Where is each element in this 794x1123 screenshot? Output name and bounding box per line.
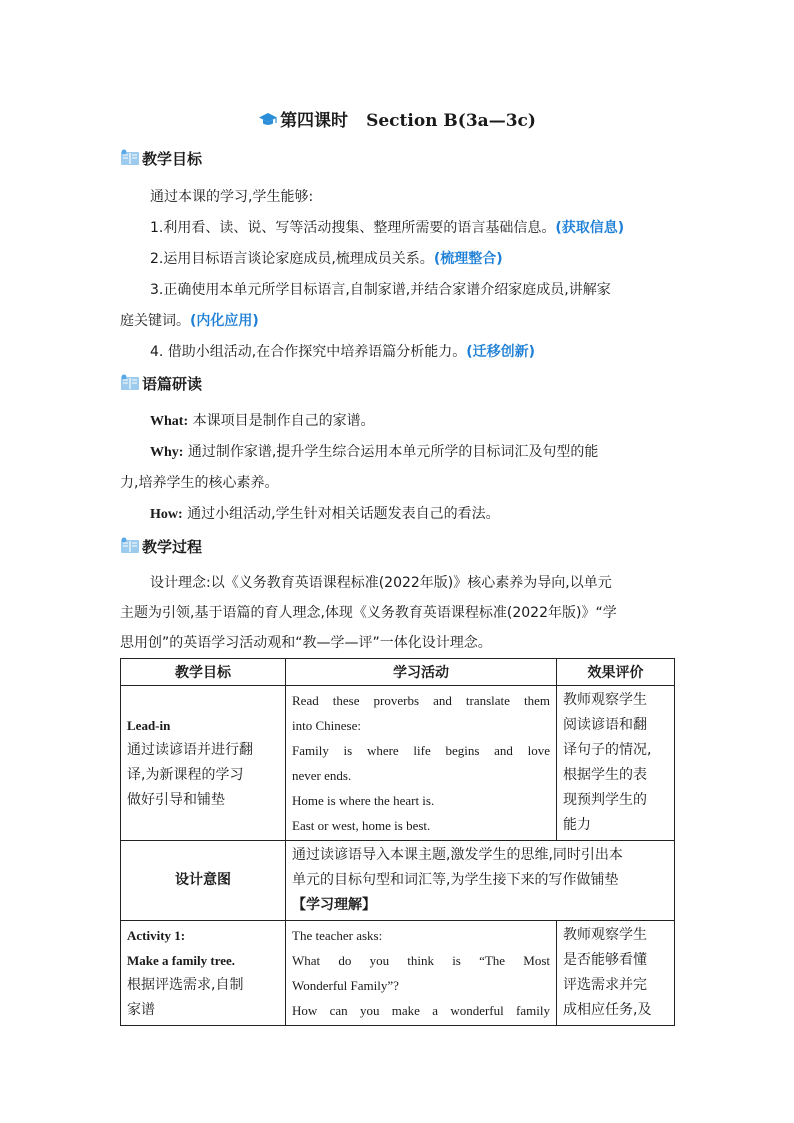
objective-item-4: 4. 借助小组活动,在合作探究中培养语篇分析能力。(迁移创新) <box>150 344 536 360</box>
objectives-block <box>120 182 675 368</box>
activity-line: Wonderful Family”? <box>292 978 399 993</box>
section-heading-objectives <box>120 148 202 169</box>
design-intent-line: 通过读谚语导入本课主题,激发学生的思维,同时引出本 <box>292 847 623 863</box>
process-line-3: 思用创”的英语学习活动观和“教—学—评”一体化设计理念。 <box>120 635 492 651</box>
evaluation-line: 教师观察学生 <box>563 927 647 943</box>
design-intent-label <box>121 841 286 921</box>
book-icon <box>120 537 140 555</box>
objectives-heading: 教学目标 <box>142 150 203 168</box>
process-line-2: 主题为引领,基于语篇的育人理念,体现《义务教育英语课程标准(2022年版)》“学 <box>120 605 617 621</box>
evaluation-line: 是否能够看懂 <box>563 952 647 968</box>
lesson-plan-table <box>120 658 675 1026</box>
evaluation-line: 评选需求并完 <box>563 977 647 993</box>
goal-text-line: 做好引导和铺垫 <box>127 792 225 808</box>
analysis-what: What: 本课项目是制作自己的家谱。 <box>150 413 375 429</box>
analysis-block <box>120 406 675 530</box>
activity-line: Home is where the heart is. <box>292 793 435 808</box>
evaluation-line: 教师观察学生 <box>563 692 647 708</box>
graduation-cap-icon <box>258 112 278 133</box>
activity-line: What do you think is “The Most <box>292 953 550 968</box>
lesson-title <box>0 106 794 133</box>
evaluation-cell <box>557 686 675 841</box>
book-icon <box>120 374 140 392</box>
evaluation-line: 根据学生的表 <box>563 767 647 783</box>
objective-item-3: 3.正确使用本单元所学目标语言,自制家谱,并结合家谱介绍家庭成员,讲解家 <box>150 282 611 298</box>
section-label: Section B(3a—3c) <box>366 111 536 131</box>
lesson-number: 第四课时 <box>280 111 349 131</box>
evaluation-line: 成相应任务,及 <box>563 1002 652 1018</box>
objective-tag: (迁移创新) <box>466 344 536 360</box>
book-icon <box>120 149 140 167</box>
activity-line: East or west, home is best. <box>292 818 431 833</box>
goal-cell <box>121 686 286 841</box>
design-intent-tag: 【学习理解】 <box>292 897 376 913</box>
section-heading-process <box>120 536 202 557</box>
evaluation-cell <box>557 921 675 1026</box>
section-heading-analysis <box>120 373 202 394</box>
goal-text-line: 译,为新课程的学习 <box>127 767 244 783</box>
analysis-heading: 语篇研读 <box>142 375 203 393</box>
goal-cell <box>121 921 286 1026</box>
design-intent-line: 单元的目标句型和词汇等,为学生接下来的写作做铺垫 <box>292 872 619 888</box>
objective-tag: (内化应用) <box>190 313 259 329</box>
table-header-cell: 学习活动 <box>286 659 557 686</box>
evaluation-line: 现预判学生的 <box>563 792 647 808</box>
table-header-cell: 教学目标 <box>121 659 286 686</box>
evaluation-line: 能力 <box>563 817 591 833</box>
table-row <box>121 921 675 1026</box>
activity-cell <box>286 686 557 841</box>
process-heading: 教学过程 <box>142 538 203 556</box>
activity-line: The teacher asks: <box>292 928 383 943</box>
objective-item-2: 2.运用目标语言谈论家庭成员,梳理成员关系。(梳理整合) <box>150 251 503 267</box>
objective-item-3-cont: 庭关键词。(内化应用) <box>120 313 259 329</box>
table-row <box>121 686 675 841</box>
objective-tag: (梳理整合) <box>433 251 503 267</box>
analysis-why-cont: 力,培养学生的核心素养。 <box>120 475 279 491</box>
evaluation-line: 译句子的情况, <box>563 742 652 758</box>
activity-line: Read these proverbs and translate them <box>292 693 550 708</box>
design-intent-cell <box>286 841 675 921</box>
goal-title: Activity 1: <box>127 928 186 943</box>
activity-line: into Chinese: <box>292 718 361 733</box>
design-intent-title: 设计意图 <box>175 872 231 888</box>
table-header-row <box>121 659 675 686</box>
table-row <box>121 841 675 921</box>
process-line-1: 设计理念:以《义务教育英语课程标准(2022年版)》核心素养为导向,以单元 <box>150 575 612 591</box>
goal-text-line: 根据评选需求,自制 <box>127 977 244 993</box>
analysis-why: Why: 通过制作家谱,提升学生综合运用本单元所学的目标词汇及句型的能 <box>150 444 599 460</box>
activity-line: never ends. <box>292 768 352 783</box>
objective-tag: (获取信息) <box>555 220 625 236</box>
activity-cell <box>286 921 557 1026</box>
goal-title: Make a family tree. <box>127 953 236 968</box>
goal-text-line: 家谱 <box>127 1002 155 1018</box>
activity-line: Family is where life begins and love <box>292 743 550 758</box>
goal-text-line: 通过读谚语并进行翻 <box>127 742 253 758</box>
activity-line: How can you make a wonderful family <box>292 1003 550 1018</box>
objectives-intro: 通过本课的学习,学生能够: <box>150 189 314 205</box>
goal-title: Lead-in <box>127 718 171 733</box>
objective-item-1: 1.利用看、读、说、写等活动搜集、整理所需要的语言基础信息。(获取信息) <box>150 220 625 236</box>
process-intro <box>120 568 675 658</box>
analysis-how: How: 通过小组活动,学生针对相关话题发表自己的看法。 <box>150 506 500 522</box>
table-header-cell: 效果评价 <box>557 659 675 686</box>
evaluation-line: 阅读谚语和翻 <box>563 717 647 733</box>
